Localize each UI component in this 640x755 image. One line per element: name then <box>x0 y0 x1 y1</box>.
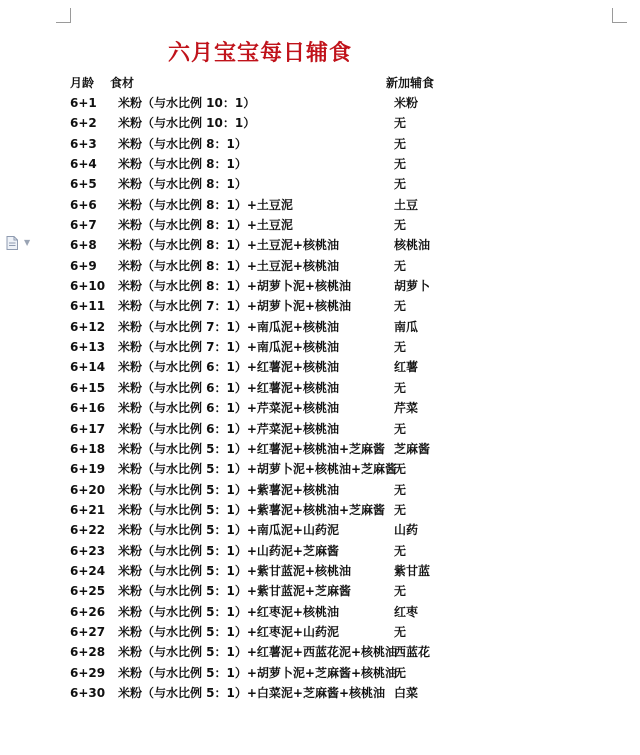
table-row <box>0 581 640 601</box>
row-food: 米粉（与水比例 5：1）+紫甘蓝泥+核桃油 <box>118 563 351 578</box>
row-age: 6+17 <box>70 421 106 436</box>
table-row <box>0 378 640 398</box>
row-food: 米粉（与水比例 5：1）+红枣泥+核桃油 <box>118 604 339 619</box>
table-row <box>0 276 640 296</box>
row-food: 米粉（与水比例 5：1）+山药泥+芝麻酱 <box>118 543 339 558</box>
row-new-food: 无 <box>394 543 407 558</box>
row-new-food: 无 <box>394 258 407 273</box>
table-row <box>0 195 640 215</box>
row-food: 米粉（与水比例 8：1）+土豆泥+核桃油 <box>118 238 339 253</box>
row-new-food: 无 <box>394 177 407 192</box>
table-row <box>0 439 640 459</box>
row-age: 6+10 <box>70 279 106 294</box>
row-age: 6+21 <box>70 502 106 517</box>
row-new-food: 紫甘蓝 <box>394 563 431 578</box>
row-age: 6+7 <box>70 218 97 233</box>
row-age: 6+6 <box>70 197 97 212</box>
table-row <box>0 419 640 439</box>
table-row <box>0 683 640 703</box>
header-food: 食材 <box>110 76 135 90</box>
row-age: 6+23 <box>70 543 106 558</box>
table-row <box>0 520 640 540</box>
row-food: 米粉（与水比例 6：1）+红薯泥+核桃油 <box>118 380 339 395</box>
row-new-food: 核桃油 <box>394 238 431 253</box>
row-new-food: 无 <box>394 340 407 355</box>
row-age: 6+29 <box>70 665 106 680</box>
row-age: 6+14 <box>70 360 106 375</box>
row-new-food: 西蓝花 <box>394 645 431 660</box>
row-age: 6+30 <box>70 685 106 700</box>
table-row <box>0 642 640 662</box>
row-food: 米粉（与水比例 6：1）+芹菜泥+核桃油 <box>118 421 339 436</box>
table-row <box>0 663 640 683</box>
row-age: 6+27 <box>70 624 106 639</box>
row-new-food: 无 <box>394 462 407 477</box>
row-new-food: 无 <box>394 157 407 172</box>
row-age: 6+9 <box>70 258 97 273</box>
row-new-food: 无 <box>394 665 407 680</box>
table-row <box>0 134 640 154</box>
row-age: 6+24 <box>70 563 106 578</box>
row-food: 米粉（与水比例 5：1）+红薯泥+西蓝花泥+核桃油 <box>118 645 398 660</box>
row-food: 米粉（与水比例 5：1）+紫甘蓝泥+芝麻酱 <box>118 584 351 599</box>
row-new-food: 无 <box>394 624 407 639</box>
table-row <box>0 602 640 622</box>
table-row <box>0 357 640 377</box>
table-row <box>0 459 640 479</box>
row-age: 6+12 <box>70 319 106 334</box>
row-new-food: 无 <box>394 482 407 497</box>
row-age: 6+8 <box>70 238 97 253</box>
row-age: 6+11 <box>70 299 106 314</box>
table-row <box>0 93 640 113</box>
schedule-table <box>0 93 640 703</box>
row-new-food: 胡萝卜 <box>394 279 431 294</box>
table-row <box>0 113 640 133</box>
page-title: 六月宝宝每日辅食 <box>167 40 352 66</box>
row-age: 6+26 <box>70 604 106 619</box>
row-food: 米粉（与水比例 10：1） <box>118 116 256 131</box>
row-new-food: 山药 <box>394 523 419 538</box>
row-age: 6+1 <box>70 96 97 110</box>
row-new-food: 芝麻酱 <box>394 441 431 456</box>
row-age: 6+28 <box>70 645 106 660</box>
table-row <box>0 174 640 194</box>
row-age: 6+13 <box>70 340 106 355</box>
table-row <box>0 215 640 235</box>
row-new-food: 红枣 <box>394 604 419 619</box>
row-food: 米粉（与水比例 7：1）+南瓜泥+核桃油 <box>118 319 339 334</box>
row-new-food: 芹菜 <box>394 401 419 416</box>
chevron-down-icon[interactable]: ▼ <box>24 238 31 247</box>
row-age: 6+3 <box>70 136 97 151</box>
row-food: 米粉（与水比例 7：1）+南瓜泥+核桃油 <box>118 340 339 355</box>
row-age: 6+22 <box>70 523 106 538</box>
row-new-food: 无 <box>394 218 407 233</box>
table-row <box>0 480 640 500</box>
table-row <box>0 622 640 642</box>
crop-mark-top-right <box>612 8 627 23</box>
row-new-food: 无 <box>394 584 407 599</box>
table-row <box>0 398 640 418</box>
row-food: 米粉（与水比例 5：1）+紫薯泥+核桃油+芝麻酱 <box>118 502 386 517</box>
table-row <box>0 317 640 337</box>
row-age: 6+2 <box>70 116 97 131</box>
row-new-food: 无 <box>394 421 407 436</box>
row-food: 米粉（与水比例 8：1）+土豆泥+核桃油 <box>118 258 339 273</box>
row-food: 米粉（与水比例 8：1） <box>118 177 247 192</box>
row-food: 米粉（与水比例 5：1）+红枣泥+山药泥 <box>118 624 339 639</box>
header-new-food: 新加辅食 <box>386 76 435 90</box>
row-food: 米粉（与水比例 5：1）+白菜泥+芝麻酱+核桃油 <box>118 685 386 700</box>
row-age: 6+18 <box>70 441 106 456</box>
row-age: 6+4 <box>70 157 97 172</box>
table-row <box>0 541 640 561</box>
row-food: 米粉（与水比例 10：1） <box>118 96 256 110</box>
row-new-food: 米粉 <box>394 96 419 110</box>
row-age: 6+16 <box>70 401 106 416</box>
row-age: 6+19 <box>70 462 106 477</box>
row-food: 米粉（与水比例 5：1）+南瓜泥+山药泥 <box>118 523 339 538</box>
header-age: 月龄 <box>70 76 95 90</box>
row-food: 米粉（与水比例 8：1）+胡萝卜泥+核桃油 <box>118 279 351 294</box>
table-row <box>0 337 640 357</box>
table-row <box>0 256 640 276</box>
row-food: 米粉（与水比例 5：1）+胡萝卜泥+核桃油+芝麻酱 <box>118 462 398 477</box>
row-food: 米粉（与水比例 8：1）+土豆泥 <box>118 197 293 212</box>
row-food: 米粉（与水比例 6：1）+红薯泥+核桃油 <box>118 360 339 375</box>
row-new-food: 无 <box>394 502 407 517</box>
row-food: 米粉（与水比例 8：1） <box>118 157 247 172</box>
row-new-food: 无 <box>394 380 407 395</box>
row-age: 6+25 <box>70 584 106 599</box>
row-new-food: 南瓜 <box>394 319 419 334</box>
row-food: 米粉（与水比例 7：1）+胡萝卜泥+核桃油 <box>118 299 351 314</box>
row-new-food: 无 <box>394 299 407 314</box>
row-age: 6+15 <box>70 380 106 395</box>
row-food: 米粉（与水比例 5：1）+胡萝卜泥+芝麻酱+核桃油 <box>118 665 398 680</box>
table-row <box>0 296 640 316</box>
crop-mark-top-left <box>56 8 71 23</box>
row-age: 6+20 <box>70 482 106 497</box>
table-row <box>0 235 640 255</box>
row-food: 米粉（与水比例 5：1）+红薯泥+核桃油+芝麻酱 <box>118 441 386 456</box>
row-new-food: 无 <box>394 136 407 151</box>
table-row <box>0 154 640 174</box>
table-row <box>0 561 640 581</box>
row-new-food: 无 <box>394 116 407 131</box>
row-food: 米粉（与水比例 8：1） <box>118 136 247 151</box>
table-row <box>0 500 640 520</box>
row-new-food: 白菜 <box>394 685 419 700</box>
row-food: 米粉（与水比例 6：1）+芹菜泥+核桃油 <box>118 401 339 416</box>
row-food: 米粉（与水比例 8：1）+土豆泥 <box>118 218 293 233</box>
row-new-food: 红薯 <box>394 360 419 375</box>
row-food: 米粉（与水比例 5：1）+紫薯泥+核桃油 <box>118 482 339 497</box>
row-age: 6+5 <box>70 177 97 192</box>
row-new-food: 土豆 <box>394 197 419 212</box>
